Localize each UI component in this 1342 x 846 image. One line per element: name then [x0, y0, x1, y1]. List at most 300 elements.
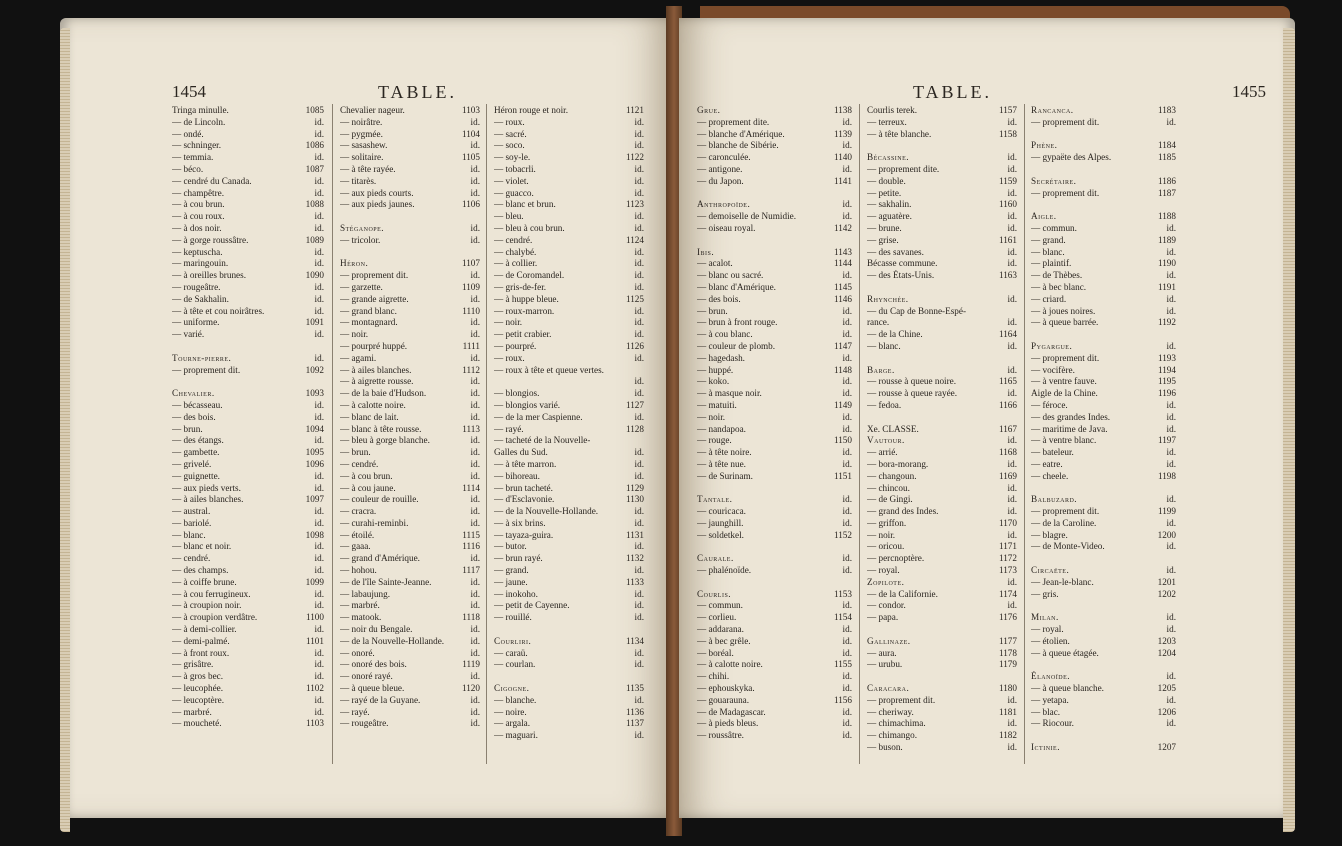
- index-entry: [1031, 624, 1176, 636]
- index-entry: [1031, 400, 1176, 412]
- entry-page-ref: id.: [842, 388, 852, 399]
- index-entry: [1031, 541, 1176, 553]
- entry-name: — blanc et brun.: [494, 199, 556, 210]
- entry-name: — de la Chine.: [867, 329, 923, 340]
- index-entry: [1031, 270, 1176, 282]
- entry-name: — à cou brun.: [172, 199, 225, 210]
- entry-name: — antigone.: [697, 163, 743, 174]
- index-entry: [172, 188, 324, 200]
- entry-name: — noirâtre.: [340, 116, 383, 127]
- index-entry: [340, 718, 480, 730]
- index-entry: [867, 730, 1017, 742]
- index-entry: [1031, 376, 1176, 388]
- index-entry: [172, 235, 324, 247]
- entry-page-ref: 1202: [1157, 588, 1176, 599]
- entry-page-ref: 1120: [461, 683, 480, 694]
- entry-name: — varié.: [172, 329, 205, 340]
- index-entry: [340, 105, 480, 117]
- entry-name: Héron.: [340, 258, 369, 269]
- entry-page-ref: 1114: [462, 482, 480, 493]
- entry-name: — roux.: [494, 116, 525, 127]
- index-entry: [697, 400, 852, 412]
- entry-page-ref: id.: [314, 506, 324, 517]
- entry-page-ref: 1135: [625, 683, 644, 694]
- entry-name: — couleur de plomb.: [697, 340, 776, 351]
- entry-page-ref: id.: [842, 163, 852, 174]
- index-entry: [494, 164, 644, 176]
- entry-page-ref: id.: [470, 576, 480, 587]
- index-entry: [340, 140, 480, 152]
- index-entry: [1031, 211, 1176, 223]
- entry-name: — à croupion verdâtre.: [172, 612, 258, 623]
- index-column-3: [494, 105, 644, 742]
- entry-page-ref: 1186: [1157, 175, 1176, 186]
- index-entry: [697, 164, 852, 176]
- entry-page-ref: 1163: [998, 270, 1017, 281]
- entry-page-ref: id.: [842, 140, 852, 151]
- entry-page-ref: id.: [634, 211, 644, 222]
- index-entry: [1031, 530, 1176, 542]
- entry-page-ref: 1200: [1157, 529, 1176, 540]
- entry-page-ref: id.: [634, 458, 644, 469]
- index-entry: [697, 176, 852, 188]
- entry-page-ref: id.: [314, 329, 324, 340]
- entry-name: — à ventre blanc.: [1031, 435, 1097, 446]
- entry-name: — guignette.: [172, 470, 220, 481]
- entry-page-ref: id.: [314, 588, 324, 599]
- index-entry: [867, 341, 1017, 353]
- entry-name: — pourpré.: [494, 340, 537, 351]
- entry-name: — moucheté.: [172, 718, 222, 729]
- index-entry: [1031, 483, 1176, 495]
- index-entry: [172, 695, 324, 707]
- entry-name: — proprement dit.: [1031, 506, 1100, 517]
- entry-page-ref: 1169: [998, 470, 1017, 481]
- entry-name: — commun.: [1031, 222, 1077, 233]
- entry-name: Grue.: [697, 105, 721, 115]
- index-entry: [697, 483, 852, 495]
- entry-page-ref: id.: [634, 175, 644, 186]
- entry-name: — sasashew.: [340, 140, 388, 151]
- entry-page-ref: id.: [634, 305, 644, 316]
- index-entry: [172, 494, 324, 506]
- entry-name: — gouarauna.: [697, 694, 750, 705]
- index-entry: [494, 152, 644, 164]
- entry-page-ref: 1179: [998, 659, 1017, 670]
- page-number-left: 1454: [172, 82, 206, 101]
- index-column-2: [340, 105, 480, 730]
- index-entry: [867, 424, 1017, 436]
- entry-page-ref: id.: [314, 565, 324, 576]
- entry-page-ref: 1128: [625, 423, 644, 434]
- entry-name: — gypaëte des Alpes.: [1031, 152, 1112, 163]
- entry-name: — des États-Unis.: [867, 270, 935, 281]
- entry-name: Chevalier.: [172, 388, 215, 399]
- entry-name: — gris.: [1031, 588, 1059, 599]
- entry-page-ref: id.: [1007, 506, 1017, 517]
- entry-name: — à cou blanc.: [697, 329, 753, 340]
- entry-page-ref: id.: [634, 187, 644, 198]
- index-entry: [697, 223, 852, 235]
- entry-page-ref: 1203: [1157, 635, 1176, 646]
- index-entry: [172, 530, 324, 542]
- index-entry: [697, 365, 852, 377]
- entry-page-ref: 1097: [305, 494, 324, 505]
- index-entry: [1031, 636, 1176, 648]
- entry-page-ref: 1196: [1157, 388, 1176, 399]
- index-entry: [340, 164, 480, 176]
- index-entry: [867, 270, 1017, 282]
- entry-page-ref: id.: [470, 187, 480, 198]
- entry-name: — matuiti.: [697, 399, 737, 410]
- index-entry: [494, 506, 644, 518]
- entry-page-ref: 1148: [833, 364, 852, 375]
- entry-page-ref: [848, 541, 852, 553]
- index-entry: [494, 199, 644, 211]
- index-entry: [867, 565, 1017, 577]
- column-divider: [332, 104, 333, 764]
- index-entry: [494, 341, 644, 353]
- entry-page-ref: id.: [470, 671, 480, 682]
- entry-page-ref: 1150: [833, 435, 852, 446]
- index-entry: [1031, 129, 1176, 141]
- entry-page-ref: 1117: [462, 565, 480, 576]
- index-entry: [697, 105, 852, 117]
- entry-name: — blanc de lait.: [340, 411, 399, 422]
- index-entry: [867, 282, 1017, 294]
- entry-name: — de Sakhalin.: [172, 293, 229, 304]
- index-entry: [172, 223, 324, 235]
- index-entry: [340, 211, 480, 223]
- index-entry: [172, 412, 324, 424]
- entry-page-ref: 1121: [625, 105, 644, 115]
- index-entry: [494, 211, 644, 223]
- entry-name: — eatre.: [1031, 458, 1063, 469]
- entry-page-ref: 1112: [462, 364, 480, 375]
- index-entry: [494, 294, 644, 306]
- index-entry: [340, 518, 480, 530]
- entry-name: — corlieu.: [697, 612, 737, 623]
- entry-page-ref: [1013, 671, 1017, 683]
- entry-page-ref: 1098: [305, 529, 324, 540]
- entry-page-ref: id.: [470, 553, 480, 564]
- entry-page-ref: 1101: [305, 635, 324, 646]
- index-entry: [867, 483, 1017, 495]
- entry-name: — tricolor.: [340, 234, 381, 245]
- index-entry: [1031, 258, 1176, 270]
- entry-page-ref: 1102: [305, 683, 324, 694]
- index-entry: [494, 235, 644, 247]
- left-page: [60, 18, 670, 818]
- entry-page-ref: 1088: [305, 199, 324, 210]
- index-entry: [697, 648, 852, 660]
- index-entry: [494, 365, 644, 377]
- entry-name: — à front roux.: [172, 647, 230, 658]
- entry-page-ref: 1160: [998, 199, 1017, 210]
- entry-page-ref: id.: [842, 718, 852, 729]
- entry-name: Tourne-pierre.: [172, 352, 232, 363]
- index-entry: [1031, 329, 1176, 341]
- entry-name: — à demi-collier.: [172, 624, 237, 635]
- entry-page-ref: 1144: [833, 258, 852, 269]
- index-entry: [172, 129, 324, 141]
- index-entry: [1031, 223, 1176, 235]
- entry-page-ref: [1172, 164, 1176, 176]
- entry-name: — bora-morang.: [867, 458, 929, 469]
- entry-name: — demi-palmé.: [172, 635, 230, 646]
- entry-page-ref: id.: [1007, 211, 1017, 222]
- index-entry: [340, 636, 480, 648]
- index-entry: [1031, 306, 1176, 318]
- index-entry: [172, 435, 324, 447]
- page-number-right: 1455: [1232, 82, 1266, 101]
- index-entry: [340, 235, 480, 247]
- entry-name: — blanche d'Amérique.: [697, 128, 785, 139]
- index-entry: [494, 459, 644, 471]
- index-entry: [494, 247, 644, 259]
- entry-page-ref: id.: [470, 140, 480, 151]
- index-entry: [494, 636, 644, 648]
- entry-name: — blanche de Sibérie.: [697, 140, 779, 151]
- index-entry: [697, 329, 852, 341]
- entry-page-ref: 1174: [998, 588, 1017, 599]
- entry-name: — champêtre.: [172, 187, 225, 198]
- entry-name: — du Japon.: [697, 175, 744, 186]
- entry-name: — noir.: [697, 411, 726, 422]
- entry-page-ref: 1142: [833, 222, 852, 233]
- entry-page-ref: id.: [634, 116, 644, 127]
- index-entry: [697, 506, 852, 518]
- index-entry: [867, 624, 1017, 636]
- index-entry: [172, 247, 324, 259]
- index-entry: [494, 648, 644, 660]
- entry-name: — à tête nue.: [697, 458, 746, 469]
- entry-page-ref: id.: [470, 376, 480, 387]
- entry-name: — d'Esclavonie.: [494, 494, 555, 505]
- index-entry: [697, 235, 852, 247]
- entry-name: — criard.: [1031, 293, 1067, 304]
- entry-name: — brune.: [867, 222, 902, 233]
- entry-name: — grisâtre.: [172, 659, 214, 670]
- entry-name: — noir.: [494, 317, 523, 328]
- entry-page-ref: 1176: [998, 612, 1017, 623]
- entry-page-ref: 1185: [1157, 152, 1176, 163]
- index-entry: [1031, 164, 1176, 176]
- entry-page-ref: id.: [1166, 246, 1176, 257]
- entry-page-ref: id.: [1007, 576, 1017, 587]
- entry-page-ref: 1192: [1157, 317, 1176, 328]
- entry-page-ref: 1105: [461, 152, 480, 163]
- entry-name: — percnoptère.: [867, 553, 925, 564]
- entry-name: — vocifère.: [1031, 364, 1075, 375]
- entry-page-ref: id.: [314, 517, 324, 528]
- entry-page-ref: id.: [634, 588, 644, 599]
- entry-name: Circaëte.: [1031, 565, 1070, 576]
- entry-name: — rouge.: [697, 435, 732, 446]
- index-entry: [494, 707, 644, 719]
- entry-page-ref: id.: [842, 683, 852, 694]
- entry-page-ref: id.: [314, 435, 324, 446]
- entry-page-ref: id.: [1166, 411, 1176, 422]
- entry-page-ref: 1111: [462, 340, 480, 351]
- entry-name: — étoilé.: [340, 529, 375, 540]
- entry-page-ref: id.: [1007, 258, 1017, 269]
- index-entry: [867, 129, 1017, 141]
- entry-page-ref: [1172, 730, 1176, 742]
- entry-name: — des champs.: [172, 565, 229, 576]
- index-entry: [172, 388, 324, 400]
- entry-page-ref: id.: [470, 435, 480, 446]
- entry-page-ref: id.: [842, 506, 852, 517]
- index-entry: [1031, 577, 1176, 589]
- entry-name: Rancanca.: [1031, 105, 1074, 115]
- entry-page-ref: id.: [842, 730, 852, 741]
- entry-page-ref: 1187: [1157, 187, 1176, 198]
- index-entry: [697, 636, 852, 648]
- entry-name: — oiseau royal.: [697, 222, 756, 233]
- index-entry: [867, 353, 1017, 365]
- entry-page-ref: [848, 577, 852, 589]
- index-entry: [697, 140, 852, 152]
- index-entry: [172, 376, 324, 388]
- index-entry: [172, 294, 324, 306]
- entry-page-ref: id.: [314, 470, 324, 481]
- index-entry: [867, 152, 1017, 164]
- entry-name: Xe. CLASSE.: [867, 423, 919, 434]
- entry-name: Pygargue.: [1031, 340, 1073, 351]
- entry-page-ref: id.: [634, 270, 644, 281]
- entry-page-ref: [1013, 140, 1017, 152]
- entry-page-ref: id.: [634, 647, 644, 658]
- entry-name: — onoré des bois.: [340, 659, 407, 670]
- entry-page-ref: 1158: [998, 128, 1017, 139]
- entry-page-ref: id.: [314, 187, 324, 198]
- entry-page-ref: id.: [1007, 293, 1017, 304]
- entry-name: — maguari.: [494, 730, 538, 741]
- index-entry: [1031, 152, 1176, 164]
- index-entry: [867, 211, 1017, 223]
- entry-name: — cendré du Canada.: [172, 175, 252, 186]
- index-entry: [172, 270, 324, 282]
- entry-page-ref: id.: [634, 411, 644, 422]
- entry-page-ref: 1182: [998, 730, 1017, 741]
- index-entry: [867, 400, 1017, 412]
- entry-name: — des savanes.: [867, 246, 924, 257]
- index-entry: [697, 494, 852, 506]
- index-entry: [340, 683, 480, 695]
- entry-name: — royal.: [1031, 624, 1064, 635]
- entry-page-ref: 1181: [998, 706, 1017, 717]
- entry-name: — oricou.: [867, 541, 905, 552]
- entry-page-ref: 1205: [1157, 683, 1176, 694]
- entry-page-ref: 1164: [998, 329, 1017, 340]
- entry-page-ref: 1149: [833, 399, 852, 410]
- index-entry: [340, 589, 480, 601]
- entry-page-ref: id.: [634, 447, 644, 458]
- entry-page-ref: id.: [842, 635, 852, 646]
- entry-name: — plaintif.: [1031, 258, 1072, 269]
- entry-name: — à six brins.: [494, 517, 546, 528]
- entry-name: — à cou roux.: [172, 211, 225, 222]
- entry-name: — hagedash.: [697, 352, 745, 363]
- index-entry: [172, 105, 324, 117]
- index-entry: [697, 199, 852, 211]
- entry-page-ref: id.: [1166, 494, 1176, 505]
- entry-page-ref: 1116: [462, 541, 480, 552]
- index-entry: [340, 707, 480, 719]
- entry-name: — noir.: [340, 329, 369, 340]
- entry-page-ref: id.: [842, 624, 852, 635]
- entry-page-ref: id.: [634, 376, 644, 387]
- entry-name: Rhynchée.: [867, 293, 909, 304]
- entry-name: Bécasse commune.: [867, 258, 938, 269]
- index-entry: [340, 247, 480, 259]
- entry-name: — bleu à cou brun.: [494, 222, 565, 233]
- index-entry: [867, 600, 1017, 612]
- entry-name: — royal.: [867, 565, 900, 576]
- entry-page-ref: 1172: [998, 553, 1017, 564]
- index-entry: [172, 589, 324, 601]
- entry-name: — brun.: [172, 423, 203, 434]
- entry-name: — blanc à tête rousse.: [340, 423, 422, 434]
- index-entry: [172, 612, 324, 624]
- index-entry: [697, 447, 852, 459]
- index-entry: [867, 388, 1017, 400]
- entry-page-ref: [848, 483, 852, 495]
- index-entry: [340, 329, 480, 341]
- entry-page-ref: 1153: [833, 588, 852, 599]
- index-entry: [172, 317, 324, 329]
- entry-page-ref: id.: [470, 517, 480, 528]
- index-entry: [697, 707, 852, 719]
- index-entry: [494, 282, 644, 294]
- entry-page-ref: id.: [634, 246, 644, 257]
- entry-page-ref: id.: [634, 128, 644, 139]
- entry-name: — solitaire.: [340, 152, 384, 163]
- entry-page-ref: id.: [1166, 399, 1176, 410]
- index-entry: [494, 494, 644, 506]
- entry-name: — garzette.: [340, 281, 383, 292]
- entry-page-ref: id.: [314, 659, 324, 670]
- index-entry: [340, 506, 480, 518]
- entry-name: — proprement dit.: [340, 270, 409, 281]
- entry-name: — noir du Bengale.: [340, 624, 413, 635]
- entry-name: — rousse à queue noire.: [867, 376, 957, 387]
- entry-name: — condor.: [867, 600, 906, 611]
- index-entry: [697, 671, 852, 683]
- index-entry: [340, 471, 480, 483]
- index-entry: [494, 683, 644, 695]
- entry-name: — de la Nouvelle-Hollande.: [494, 506, 599, 517]
- entry-name: — à ventre fauve.: [1031, 376, 1097, 387]
- entry-page-ref: [1013, 306, 1017, 318]
- index-entry: [1031, 424, 1176, 436]
- index-entry: [697, 718, 852, 730]
- index-entry: [340, 412, 480, 424]
- index-entry: [172, 140, 324, 152]
- entry-page-ref: [640, 435, 644, 447]
- entry-name: — à tête et cou noirâtres.: [172, 305, 265, 316]
- entry-name: — papa.: [867, 612, 899, 623]
- entry-page-ref: 1085: [305, 105, 324, 115]
- entry-page-ref: id.: [1007, 494, 1017, 505]
- entry-name: — rayé.: [494, 423, 524, 434]
- index-entry: [697, 695, 852, 707]
- index-entry: [867, 412, 1017, 424]
- entry-name: — de Thèbes.: [1031, 270, 1083, 281]
- entry-page-ref: 1094: [305, 423, 324, 434]
- index-entry: [867, 695, 1017, 707]
